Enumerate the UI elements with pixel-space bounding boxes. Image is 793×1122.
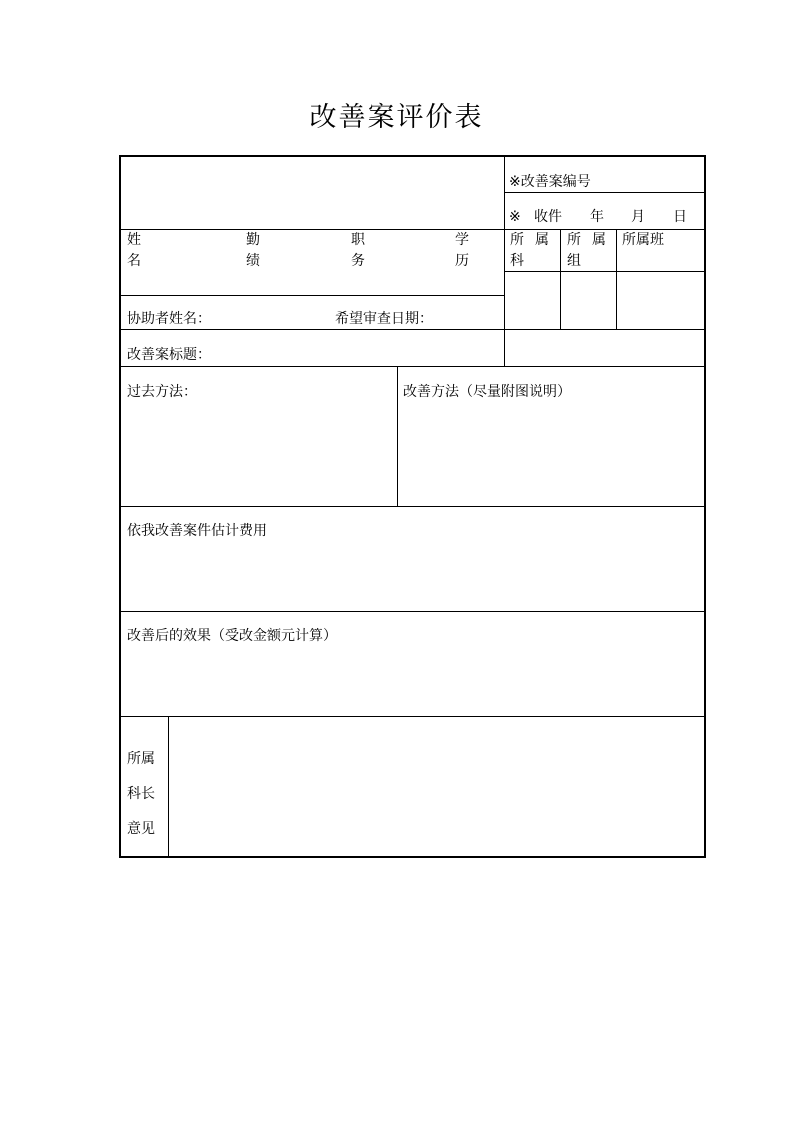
education-label-top: 学: [455, 232, 469, 248]
line-right-column: [504, 157, 505, 366]
past-method-label: 过去方法：: [127, 384, 197, 400]
receipt-mark: ※: [509, 209, 521, 225]
line-cost-bottom: [121, 611, 704, 612]
collaborator-label: 协助者姓名：: [127, 311, 211, 327]
case-title-label: 改善案标题：: [127, 347, 211, 363]
education-label-bottom: 历: [455, 253, 469, 269]
evaluation-form: [119, 155, 706, 858]
receipt-year: 年: [590, 209, 604, 225]
line-methods-split: [397, 366, 398, 506]
position-label-top: 职: [351, 232, 365, 248]
estimated-cost-label: 依我改善案件估计费用: [127, 523, 267, 539]
dept-group-label-1: 所: [567, 232, 581, 248]
line-methods-bottom: [121, 506, 704, 507]
name-label-top: 姓: [127, 232, 141, 248]
dept-section-label-1: 所: [510, 232, 524, 248]
case-number-label: ※改善案编号: [509, 174, 591, 190]
receipt-month: 月: [631, 209, 645, 225]
position-label-bottom: 务: [351, 253, 365, 269]
receipt-day: 日: [673, 209, 687, 225]
improved-method-label: 改善方法（尽量附图说明）: [403, 384, 571, 400]
opinion-label-line3: 意见: [127, 821, 155, 837]
attendance-label-top: 勤: [246, 232, 260, 248]
line-collaborator-bottom: [121, 329, 704, 330]
dept-group-label-3: 组: [567, 253, 581, 269]
line-dept-header: [504, 271, 704, 272]
line-applicant-bottom: [121, 295, 504, 296]
page-title: 改善案评价表: [309, 102, 484, 133]
dept-team-label: 所属班: [622, 232, 664, 248]
line-title-bottom: [121, 366, 704, 367]
dept-group-label-2: 属: [592, 232, 606, 248]
receipt-label: 收件: [534, 209, 562, 225]
line-dept-col1: [560, 229, 561, 329]
dept-section-label-3: 科: [510, 253, 524, 269]
opinion-label-line1: 所属: [127, 751, 155, 767]
improvement-effect-label: 改善后的效果（受改金额元计算）: [127, 628, 337, 644]
opinion-label-line2: 科长: [127, 786, 155, 802]
line-effect-bottom: [121, 716, 704, 717]
review-date-label: 希望审查日期：: [335, 311, 433, 327]
line-opinion-split: [168, 716, 169, 856]
line-dept-col2: [616, 229, 617, 329]
attendance-label-bottom: 绩: [246, 253, 260, 269]
name-label-bottom: 名: [127, 253, 141, 269]
line-header-split: [504, 192, 704, 193]
dept-section-label-2: 属: [535, 232, 549, 248]
